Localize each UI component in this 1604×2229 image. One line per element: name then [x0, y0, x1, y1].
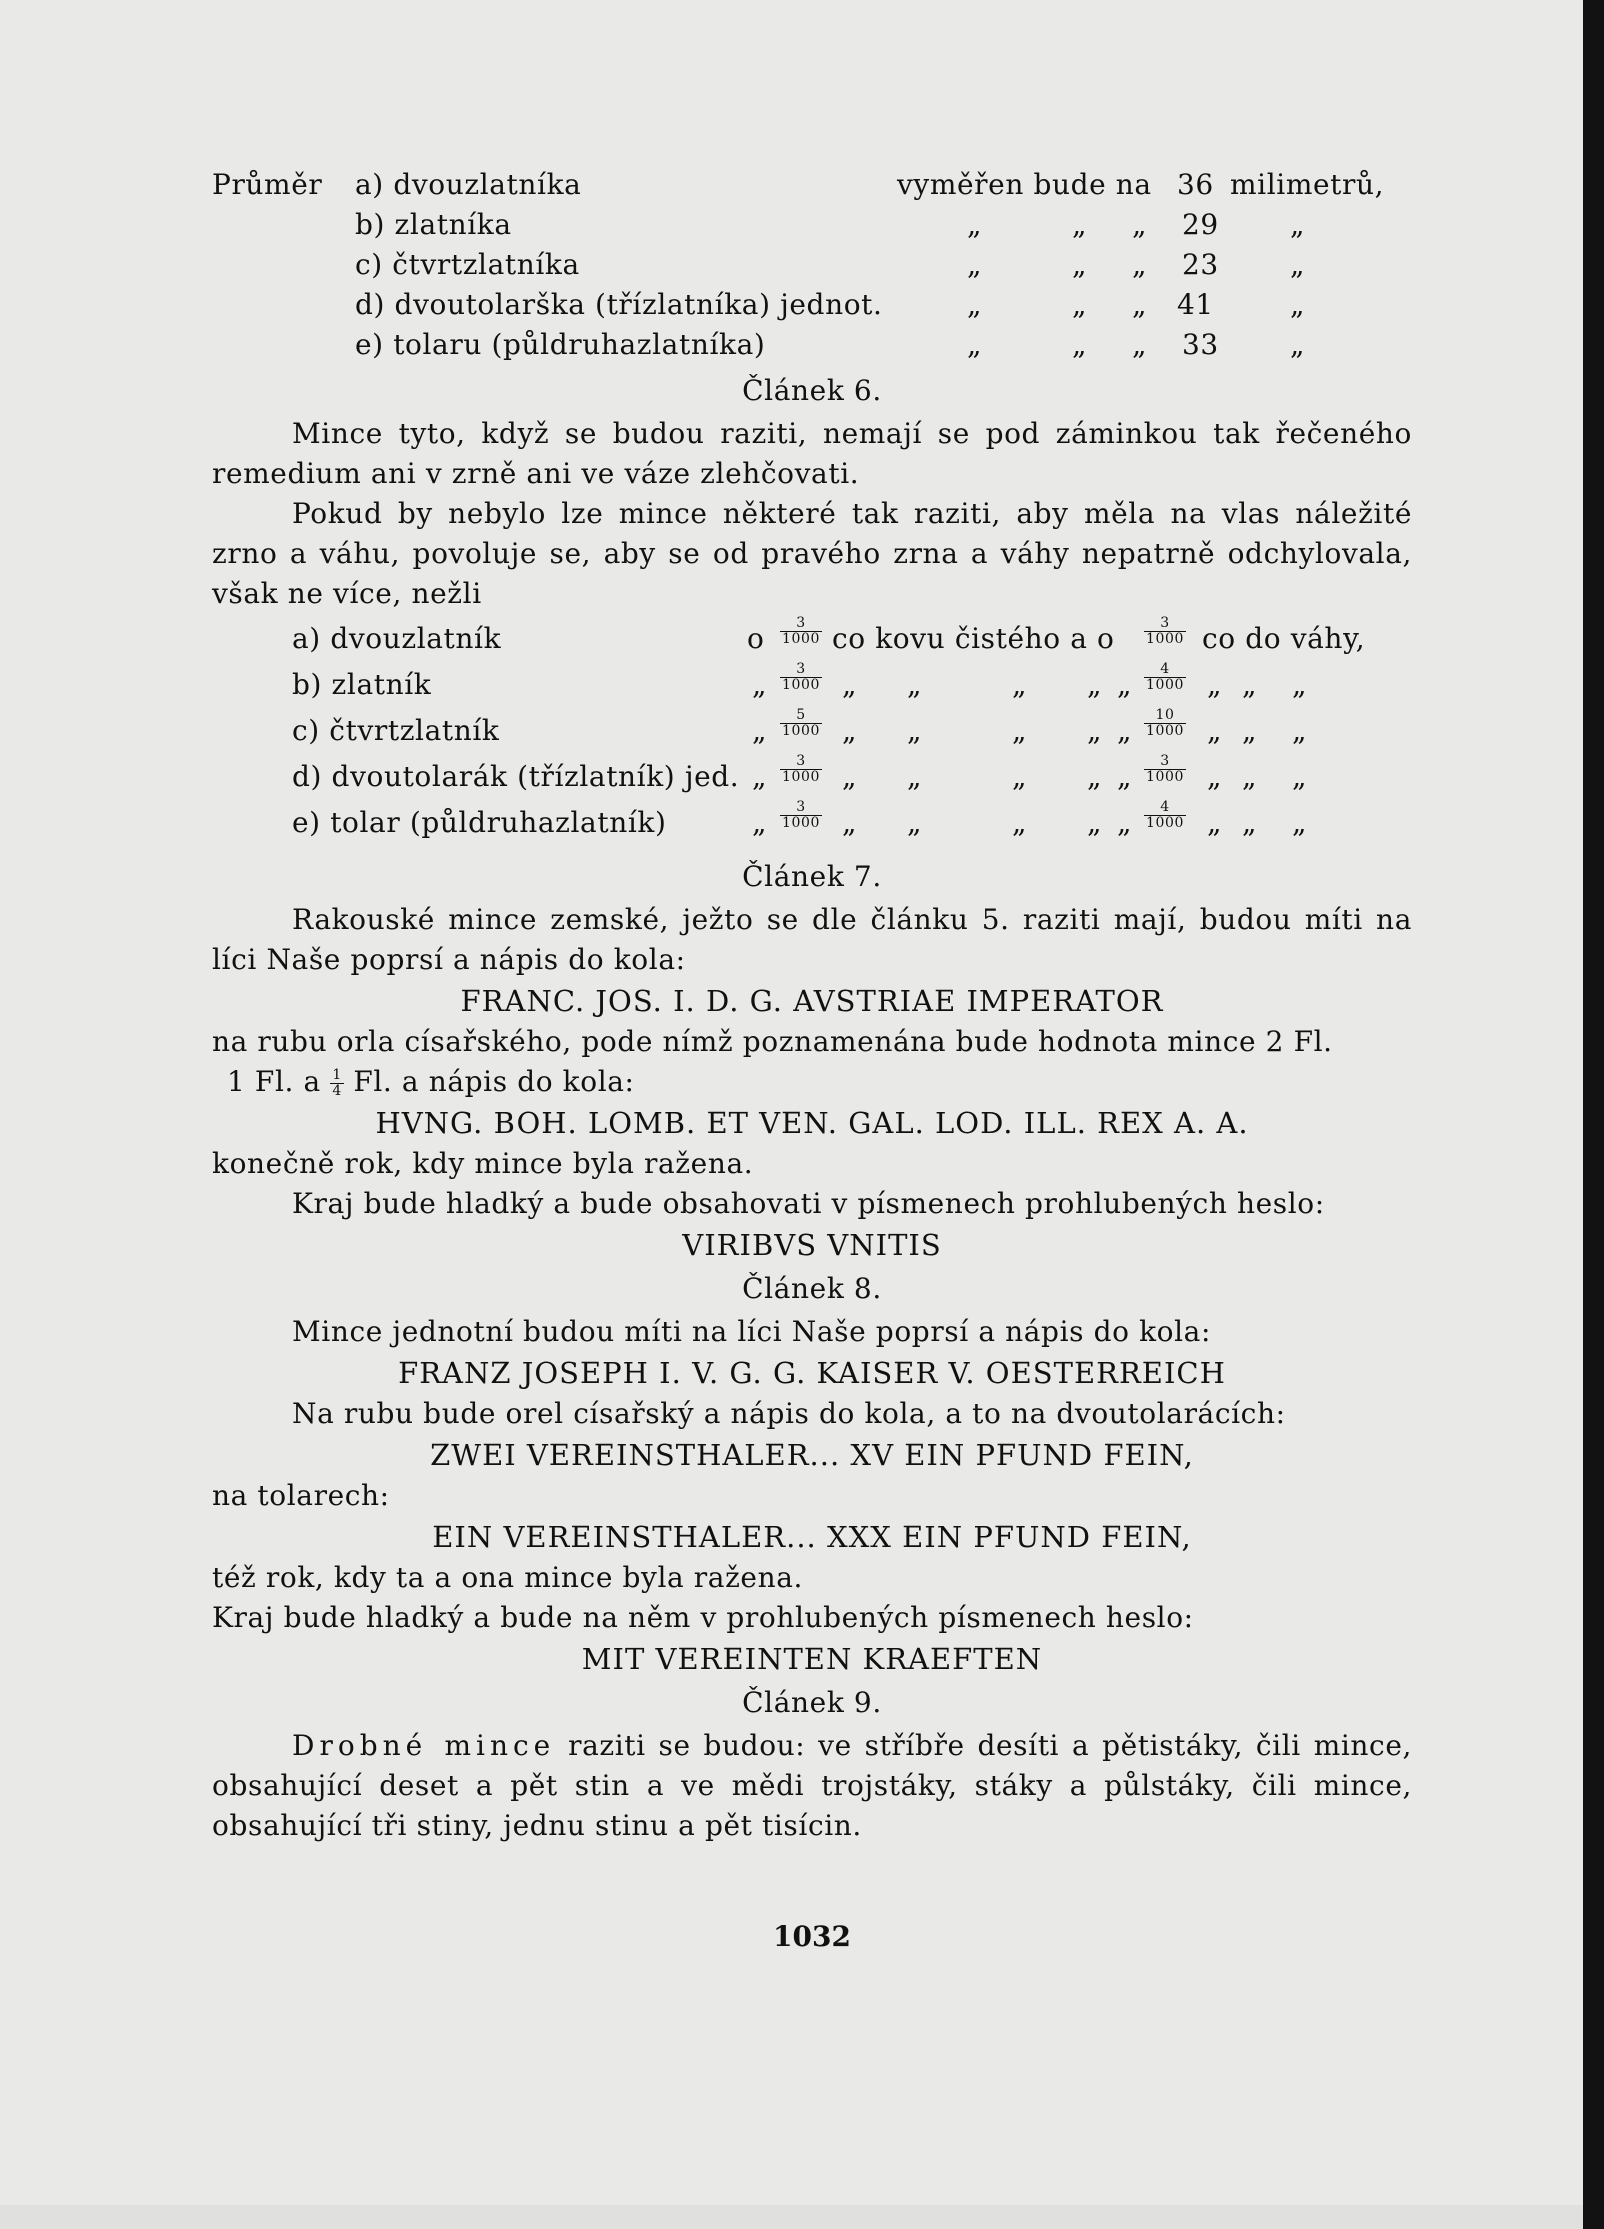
ditto-mark: „ [842, 760, 858, 793]
ditto-mark: „ [1207, 668, 1223, 701]
ditto-mark: „ [1292, 668, 1308, 701]
ditto-mark: „ [1012, 668, 1028, 701]
spaced-lead-text: Drobné mince [292, 1729, 556, 1762]
diameter-unit: milimetrů, [1230, 168, 1385, 201]
fraction-denominator: 1000 [1146, 815, 1185, 831]
diameter-text: vyměřen bude na [897, 168, 1152, 201]
ditto-mark: „ [1292, 760, 1308, 793]
fraction-numerator: 3 [796, 661, 806, 677]
ditto-mark: „ [1117, 668, 1133, 701]
ditto-mark: „ [1207, 714, 1223, 747]
paragraph: též rok, kdy ta a ona mince byla ražena. [212, 1561, 804, 1594]
ditto-mark: „ [752, 668, 768, 701]
coin-inscription: EIN VEREINSTHALER... XXX EIN PFUND FEIN, [432, 1520, 1192, 1554]
ditto-mark: „ [1117, 714, 1133, 747]
ditto-mark: „ [1242, 760, 1258, 793]
fraction-numerator: 4 [1160, 661, 1170, 677]
table-row [212, 208, 1412, 248]
fraction [1144, 754, 1186, 785]
coin-inscription: FRANC. JOS. I. D. G. AVSTRIAE IMPERATOR [460, 984, 1164, 1018]
fraction-denominator: 1000 [782, 631, 821, 647]
fraction-numerator: 3 [1160, 615, 1170, 631]
table-row [212, 248, 1412, 288]
diameter-value: 36 [1177, 168, 1214, 201]
fraction-numerator: 3 [796, 615, 806, 631]
fraction-denominator: 1000 [782, 815, 821, 831]
ditto-mark: „ [1132, 208, 1148, 241]
tolerance-item: c) čtvrtzlatník [292, 714, 500, 747]
tolerance-item: d) dvoutolarák (třízlatník) jed. [292, 760, 740, 793]
paragraph: na rubu orla císařského, pode nímž poznamenána bude hodnota mince 2 Fl. [212, 1025, 1333, 1058]
ditto-mark: „ [907, 760, 923, 793]
coin-motto: MIT VEREINTEN KRAEFTEN [581, 1642, 1043, 1676]
paragraph [212, 1726, 1412, 1846]
table-row [212, 328, 1412, 368]
paragraph: Mince jednotní budou míti na líci Naše poprsí a nápis do kola: [292, 1315, 1211, 1348]
ditto-mark: „ [907, 668, 923, 701]
table-row [212, 754, 1412, 800]
fraction [780, 800, 822, 831]
fraction [330, 1068, 344, 1099]
article-7-heading: Článek 7. [742, 860, 882, 893]
ditto-mark: „ [842, 668, 858, 701]
ditto-mark: „ [752, 714, 768, 747]
paragraph: Mince tyto, když se budou raziti, nemají se pod záminkou tak řečeného remedium ani v zrně ani ve váze zlehčovati. [212, 417, 1412, 490]
fraction-denominator: 1000 [782, 769, 821, 785]
diameter-item: a) dvouzlatníka [355, 168, 582, 201]
paragraph-continuation [212, 1062, 1412, 1102]
ditto-mark: „ [967, 328, 983, 361]
ditto-mark: „ [967, 288, 983, 321]
fraction [1144, 616, 1186, 647]
ditto-mark: „ [1072, 248, 1088, 281]
fraction [1144, 662, 1186, 693]
paragraph: Kraj bude hladký a bude na něm v prohlubených písmenech heslo: [212, 1601, 1194, 1634]
paragraph: konečně rok, kdy mince byla ražena. [212, 1147, 754, 1180]
ditto-mark: „ [1242, 714, 1258, 747]
ditto-mark: „ [1087, 806, 1103, 839]
ditto-mark: „ [1292, 714, 1308, 747]
text-segment: 1 Fl. a [227, 1065, 321, 1098]
ditto-mark: „ [1132, 328, 1148, 361]
text-segment: raziti se budou: ve stříbře desíti a pětistáky, čili mince, obsahující deset a pět stin a ve mědi trojstáky, stáky a půlstáky, čili mince, obsahující tři stiny, jednu stinu a pět tisícin. [212, 1729, 1412, 1842]
ditto-mark: „ [1072, 288, 1088, 321]
fraction-numerator: 3 [1160, 753, 1170, 769]
article-8-heading: Článek 8. [742, 1272, 882, 1305]
ditto-mark: „ [1072, 328, 1088, 361]
scan-border [1583, 0, 1604, 2229]
paragraph: Kraj bude hladký a bude obsahovati v písmenech prohlubených heslo: [292, 1187, 1325, 1220]
fraction-numerator: 4 [1160, 799, 1170, 815]
paragraph: Pokud by nebylo lze mince některé tak raziti, aby měla na vlas náležité zrno a váhu, povoluje se, aby se od pravého zrna a váhy nepatrně odchylovala, však ne více, nežli [212, 497, 1412, 610]
ditto-mark: „ [1242, 668, 1258, 701]
article-6-heading: Článek 6. [742, 374, 882, 407]
ditto-mark: „ [907, 714, 923, 747]
fraction [780, 708, 822, 739]
diameter-value: 23 [1182, 248, 1219, 281]
fraction-denominator: 1000 [1146, 631, 1185, 647]
coin-inscription: FRANZ JOSEPH I. V. G. G. KAISER V. OESTERREICH [398, 1356, 1226, 1390]
ditto-mark: „ [1087, 714, 1103, 747]
fraction [780, 662, 822, 693]
paragraph: Rakouské mince zemské, ježto se dle článku 5. raziti mají, budou míti na líci Naše poprsí a nápis do kola: [212, 903, 1412, 976]
fraction-denominator: 1000 [1146, 677, 1185, 693]
table-row [212, 168, 1412, 208]
fraction-numerator: 1 [332, 1067, 342, 1083]
diameter-label: Průměr [212, 168, 323, 201]
diameter-item: c) čtvrtzlatníka [355, 248, 580, 281]
ditto-mark: „ [907, 806, 923, 839]
coin-inscription: HVNG. BOH. LOMB. ET VEN. GAL. LOD. ILL. REX A. A. [375, 1106, 1249, 1140]
tolerance-item: e) tolar (půldruhazlatník) [292, 806, 667, 839]
text-segment: Fl. a nápis do kola: [353, 1065, 635, 1098]
fraction-denominator: 1000 [1146, 769, 1185, 785]
paragraph: na tolarech: [212, 1479, 390, 1512]
diameter-value: 41 [1177, 288, 1214, 321]
fraction-denominator: 1000 [782, 677, 821, 693]
ditto-mark: „ [1207, 760, 1223, 793]
table-row [212, 662, 1412, 708]
diameter-item: e) tolaru (půldruhazlatníka) [355, 328, 766, 361]
fraction-numerator: 5 [796, 707, 806, 723]
paragraph: Na rubu bude orel císařský a nápis do kola, a to na dvoutolarácích: [292, 1397, 1286, 1430]
ditto-mark: „ [1290, 328, 1306, 361]
table-row [212, 800, 1412, 846]
ditto-mark: „ [1290, 248, 1306, 281]
ditto-mark: „ [1012, 760, 1028, 793]
table-row [212, 616, 1412, 662]
page-number: 1032 [773, 1920, 851, 1953]
fraction [780, 616, 822, 647]
fraction-numerator: 3 [796, 753, 806, 769]
tolerance-weight-text: co do váhy, [1202, 622, 1366, 655]
coin-inscription: ZWEI VEREINSTHALER... XV EIN PFUND FEIN, [430, 1438, 1194, 1472]
tolerance-table [212, 616, 1412, 846]
ditto-mark: „ [1117, 760, 1133, 793]
page-content [212, 168, 1412, 1846]
ditto-mark: „ [1087, 668, 1103, 701]
diameter-item: b) zlatníka [355, 208, 512, 241]
fraction [780, 754, 822, 785]
scan-edge [0, 2205, 1583, 2229]
table-row [212, 288, 1412, 328]
ditto-mark: „ [1117, 806, 1133, 839]
article-9-heading: Článek 9. [742, 1686, 882, 1719]
tolerance-grain-text: co kovu čistého a o [832, 622, 1115, 655]
ditto-mark: „ [1242, 806, 1258, 839]
ditto-mark: „ [1132, 288, 1148, 321]
diameter-table [212, 168, 1412, 368]
ditto-mark: „ [1132, 248, 1148, 281]
tolerance-item: a) dvouzlatník [292, 622, 502, 655]
fraction-denominator: 4 [332, 1083, 342, 1099]
ditto-mark: „ [842, 714, 858, 747]
fraction-denominator: 1000 [1146, 723, 1185, 739]
ditto-mark: „ [1207, 806, 1223, 839]
diameter-value: 29 [1182, 208, 1219, 241]
tolerance-item: b) zlatník [292, 668, 432, 701]
table-row [212, 708, 1412, 754]
coin-motto: VIRIBVS VNITIS [682, 1228, 942, 1262]
ditto-mark: „ [967, 208, 983, 241]
ditto-mark: „ [1012, 806, 1028, 839]
ditto-mark: „ [1012, 714, 1028, 747]
fraction-numerator: 3 [796, 799, 806, 815]
ditto-mark: „ [1072, 208, 1088, 241]
ditto-mark: „ [1292, 806, 1308, 839]
ditto-mark: „ [1290, 208, 1306, 241]
ditto-mark: „ [1087, 760, 1103, 793]
diameter-item: d) dvoutolarška (třízlatníka) jednot. [355, 288, 883, 321]
tolerance-prefix: o [747, 622, 765, 655]
ditto-mark: „ [842, 806, 858, 839]
fraction [1144, 708, 1186, 739]
fraction-numerator: 10 [1155, 707, 1175, 723]
ditto-mark: „ [967, 248, 983, 281]
fraction-denominator: 1000 [782, 723, 821, 739]
ditto-mark: „ [752, 760, 768, 793]
ditto-mark: „ [752, 806, 768, 839]
fraction [1144, 800, 1186, 831]
diameter-value: 33 [1182, 328, 1219, 361]
ditto-mark: „ [1290, 288, 1306, 321]
